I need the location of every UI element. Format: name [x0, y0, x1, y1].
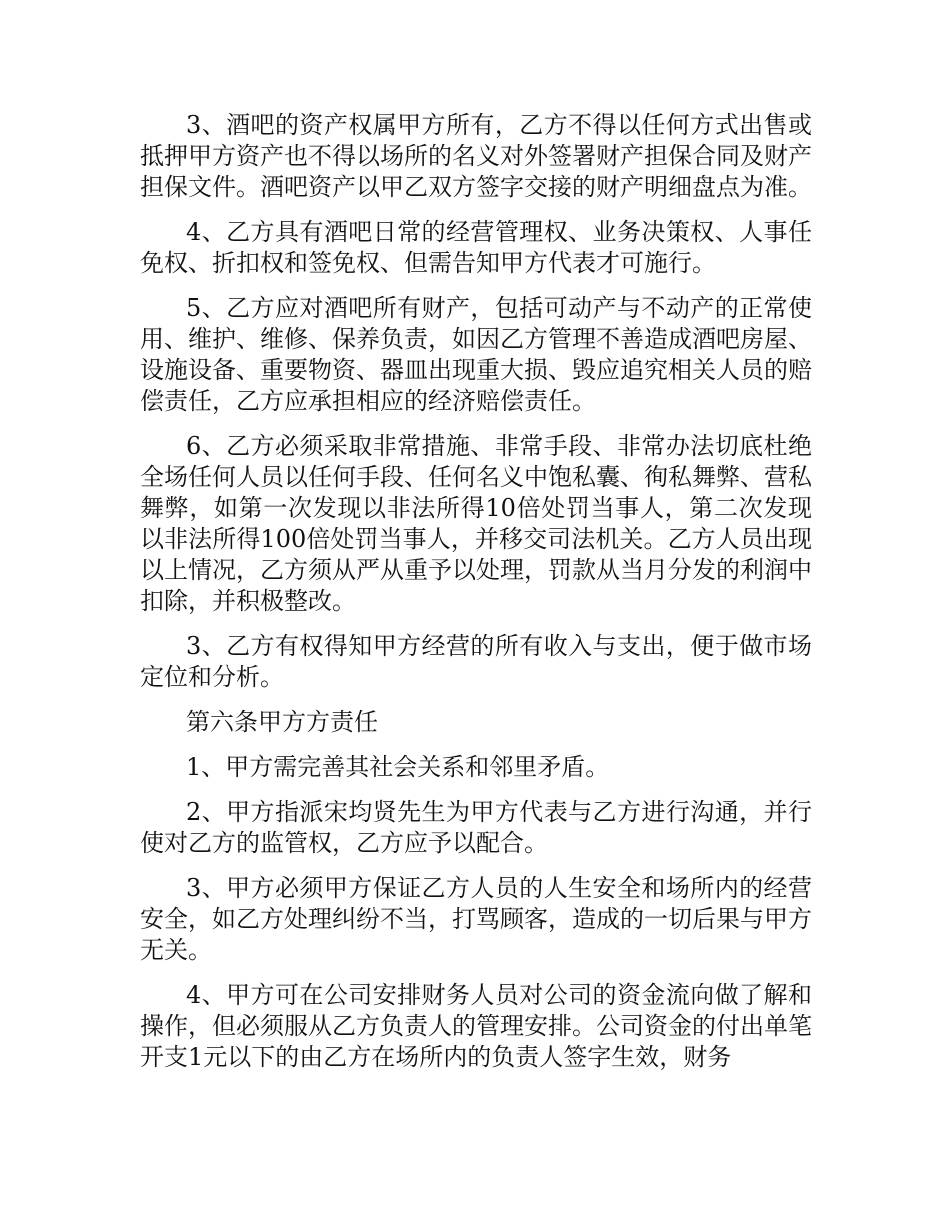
document-page [140, 110, 812, 1087]
clause-paragraph: 4、甲方可在公司安排财务人员对公司的资金流向做了解和操作，但必须服从乙方负责人的管理安排。公司资金的付出单笔开支1元以下的由乙方在场所内的负责人签字生效，财务 [140, 981, 812, 1071]
clause-paragraph: 1、甲方需完善其社会关系和邻里矛盾。 [186, 753, 610, 781]
clause-paragraph: 6、乙方必须采取非常措施、非常手段、非常办法切底杜绝全场任何人员以任何手段、任何名义中饱私囊、徇私舞弊、营私舞弊，如第一次发现以非法所得10倍处罚当事人，第二次发现以非法所得100倍处罚当事人，并移交司法机关。乙方人员出现以上情况，乙方须从严从重予以处理，罚款从当月分发的利润中扣除，并积极整改。 [140, 432, 812, 615]
section-heading: 第六条甲方方责任 [186, 708, 378, 736]
clause-paragraph: 3、酒吧的资产权属甲方所有，乙方不得以任何方式出售或抵押甲方资产也不得以场所的名义对外签署财产担保合同及财产担保文件。酒吧资产以甲乙双方签字交接的财产明细盘点为准。 [140, 111, 812, 201]
clause-paragraph: 4、乙方具有酒吧日常的经营管理权、业务决策权、人事任免权、折扣权和签免权、但需告知甲方代表才可施行。 [140, 218, 812, 277]
clause-paragraph: 3、乙方有权得知甲方经营的所有收入与支出，便于做市场定位和分析。 [140, 632, 812, 691]
clause-paragraph: 3、甲方必须甲方保证乙方人员的人生安全和场所内的经营安全，如乙方处理纠纷不当，打骂顾客，造成的一切后果与甲方无关。 [140, 874, 812, 964]
clause-paragraph: 2、甲方指派宋均贤先生为甲方代表与乙方进行沟通，并行使对乙方的监管权，乙方应予以配合。 [140, 798, 812, 857]
clause-paragraph: 5、乙方应对酒吧所有财产，包括可动产与不动产的正常使用、维护、维修、保养负责，如因乙方管理不善造成酒吧房屋、设施设备、重要物资、器皿出现重大损、毁应追究相关人员的赔偿责任，乙方应承担相应的经济赔偿责任。 [140, 294, 812, 415]
